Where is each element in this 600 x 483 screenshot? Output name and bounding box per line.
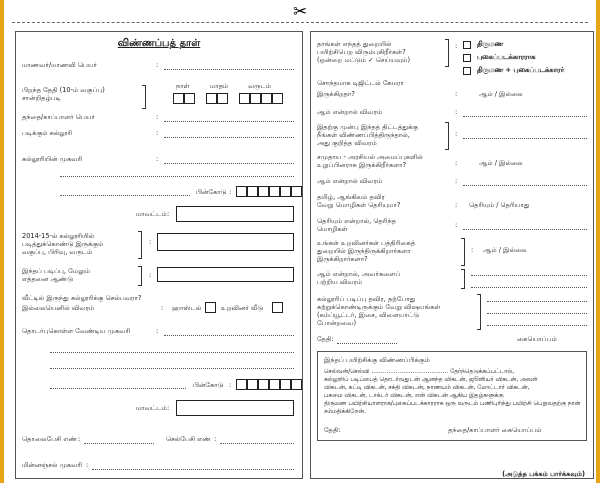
year-label: வருடம் — [248, 82, 271, 90]
cut-line — [12, 22, 588, 23]
enroll-field[interactable] — [157, 233, 294, 251]
month-box-2[interactable] — [217, 93, 228, 104]
relatives-detail-field-1[interactable] — [471, 275, 587, 276]
pincode2-box-3[interactable] — [258, 379, 269, 390]
application-page — [4, 0, 596, 483]
extra-skills-2: கற்றுக்கொண்டிருக்கும் வேறு விஷயங்கள் — [317, 303, 441, 311]
day-box-2[interactable] — [184, 93, 195, 104]
camera-question-1: சொந்தமாக டிஜிட்டல் கேமரா — [317, 79, 404, 87]
prev-apply-3: அது குறித்த விவரம் — [317, 139, 377, 147]
college-address-label: கல்லூரியின் முகவரி — [22, 155, 83, 163]
relatives-question-1: உங்கள் உறவினர்கள் பத்திரிகைத் — [317, 239, 416, 247]
college-address-field-2[interactable] — [60, 176, 294, 177]
pincode-box-4[interactable] — [269, 186, 280, 197]
field-question-1: தாங்கள் எந்தத் துறையில் — [317, 40, 392, 48]
option-both-checkbox[interactable] — [463, 67, 471, 75]
pincode-box-2[interactable] — [247, 186, 258, 197]
next-page-note: (அடுத்த பக்கம் பார்க்கவும்) — [502, 470, 585, 478]
pincode-label: பின்கோடு — [196, 188, 227, 196]
lang-list-2: மொழிகள் — [317, 225, 348, 233]
extra-skills-field-2[interactable] — [487, 313, 587, 314]
relatives-yes-no[interactable]: ஆம் / இல்லை — [483, 246, 527, 254]
lang-question-1: தமிழ், ஆங்கிலம் தவிர — [317, 193, 385, 201]
cell-label: செல்பேசி எண் — [166, 435, 211, 443]
social-detail-field[interactable] — [463, 185, 587, 186]
social-question-2: உறுப்பினராக இருக்கிறீர்களா? — [317, 161, 407, 169]
year-box-4[interactable] — [272, 93, 283, 104]
pincode2-box-5[interactable] — [280, 379, 291, 390]
declaration-signature-label: தந்தை/காப்பாளர் கையொப்பம் — [448, 426, 542, 434]
commute-label-2: இல்லையெனில் விவரம் — [22, 304, 95, 312]
pincode2-box-1[interactable] — [236, 379, 247, 390]
prev-apply-2: நீங்கள் விண்ணப்பித்திருந்தால், — [317, 131, 410, 139]
father-name-label: தந்தை/காப்பாளர் பெயர் — [22, 113, 95, 121]
contact-address-field-2[interactable] — [50, 352, 294, 353]
pincode-box-1[interactable] — [236, 186, 247, 197]
day-label: நாள் — [176, 82, 190, 90]
email-field[interactable] — [92, 469, 294, 470]
form-title: விண்ணப்பத் தாள் — [117, 38, 201, 49]
relative-checkbox[interactable] — [272, 302, 283, 313]
study-years-field[interactable] — [157, 267, 294, 282]
declaration-line-4: பசுமை விகடன், டாக்டர் விகடன், என் விகடன் ஆகிய இதழ்களுக்கு — [324, 393, 504, 399]
scissors-icon: ✂ — [293, 2, 308, 22]
pincode2-box-4[interactable] — [269, 379, 280, 390]
social-question-1: சமுதாய - அரசியல் அமைப்புகளில் — [317, 153, 423, 161]
declaration-line-2: கல்லூரிப் படிப்பைத் தொடர்வதுடன் ஆனந்த விகடன், ஜூனியர் விகடன், அவள் — [324, 377, 538, 383]
camera-yes-no[interactable]: ஆம் / இல்லை — [479, 90, 523, 98]
college-label: படிக்கும் கல்லூரி — [22, 129, 73, 137]
enroll-label-3: வகுப்பு, பிரிவு, வருடம் — [22, 248, 93, 256]
declaration-line-1: செல்வன்/செல்வி ......................................... தேர்ந்தெடுக்கப்பட்டால், — [324, 369, 515, 375]
phone-label: தொலைபேசி எண் — [22, 435, 77, 443]
social-yes-no[interactable]: ஆம் / இல்லை — [479, 159, 523, 167]
enroll-label-1: 2014-15-ல் கல்லூரியில் — [22, 232, 95, 240]
college-address-field-3[interactable] — [60, 195, 190, 196]
left-panel: விண்ணப்பத் தாள் மாணவர்/மாணவி பெயர் : பிறந்த தேதி (10-ம் வகுப்பு) சான்றிதழ்படி நாள் மாதம் வருடம் தந்தை/காப்பாளர் பெயர் : படிக்கும் கல்லூரி : கல்லூரியின் முகவரி : பின்கோடு : மாவட்டம் : 2014-15-ல் கல்லூரியில் படித்துக்கொண்டு இருக்கும் வகுப்பு, பிரிவு, வருடம் : இந்தப் படிப்பு, மேலும் எத்தனை ஆண்டு : வீட்டில் இருந்து கல்லூரிக்கு செல்பவரா? இல்லையெனில் விவரம் : ஹாஸ்டல் உறவினர் வீடு தொடர்புகொள்ள வேண்டிய முகவரி : பின்கோடு : மாவட்டம் : தொலைபேசி எண் : செல்பேசி எண் : மின்னஞ்சல் முகவரி : — [15, 31, 303, 479]
contact-address-field-3[interactable] — [50, 368, 294, 369]
right-panel: தாங்கள் எந்தத் துறையில் பயிற்சிபெற விரும்புகிறீர்கள்? (ஒன்றை மட்டும் ✓ செய்யவும்) : திருமண புகைப்படக்காரராக திருமண + புகைப்படக்காரர் சொந்தமாக டிஜிட்டல் கேமரா இருக்கிறதா? : ஆம் / இல்லை ஆம் என்றால் விவரம் : இதற்கு முன்பு இந்தத் திட்டத்துக்கு நீங்கள் விண்ணப்பித்திருந்தால், அது குறித்த விவரம் : சமுதாய - அரசியல் அமைப்புகளில் உறுப்பினராக இருக்கிறீர்களா? : ஆம் / இல்லை ஆம் என்றால் விவரம் : தமிழ், ஆங்கிலம் தவிர வேறு மொழிகள் தெரியுமா? : தெரியும் / தெரியாது தெரியும் என்றால், தெரிந்த மொழிகள் : உங்கள் உறவினர்கள் பத்திரிகைத் துறையில் இருந்திருக்கிறார்களா இருக்கிறார்களா? : ஆம் / இல்லை ஆம் என்றால், அவர்களைப் பற்றிய விவரம் கல்லூரிப் படிப்பு தவிர, தற்போது கற்றுக்கொண்டிருக்கும் வேறு விஷயங்கள் (கம்ப்யூட்டர், இசை, விளையாட்டு போன்றவை) தேதி: கையொப்பம் இந்தப் பயிற்சிக்கு விண்ணப்பிக்கும் செல்வன்/செல்வி ......................................... தேர்ந்தெடுக்கப்பட்டால், கல்லூரிப் படிப்பைத் தொடர்வதுடன் ஆனந்த விகடன், ஜூனியர் விகடன், அவள் விகடன், சுட்டி விகடன், சக்தி விகடன், நாணயம் விகடன், மோட்டார் விகடன், பசுமை விகடன், டாக்டர் விகடன், என் விகடன் ஆகிய இதழ்களுக்கு திருமண பயிற்சியாளராக/புகைப்படக்காரராக ஒரு வருடம் பணிபுரிந்து பயிற்சி பெறுவதற்கு நான் சம்மதிக்கிறேன். தேதி: தந்தை/காப்பாளர் கையொப்பம் (அடுத்த பக்கம் பார்க்கவும்) — [310, 31, 594, 479]
cell-field[interactable] — [220, 443, 294, 444]
option-wedding-checkbox[interactable] — [463, 41, 471, 49]
declaration-line-3: விகடன், சுட்டி விகடன், சக்தி விகடன், நாணயம் விகடன், மோட்டார் விகடன், — [324, 385, 530, 391]
signature-label: கையொப்பம் — [517, 335, 557, 343]
district2-label: மாவட்டம் — [136, 404, 167, 412]
contact-address-field-1[interactable] — [164, 335, 294, 336]
relatives-question-2: துறையில் இருந்திருக்கிறார்களா — [317, 247, 411, 255]
relatives-question-3: இருக்கிறார்களா? — [317, 255, 368, 263]
declaration-title: இந்தப் பயிற்சிக்கு விண்ணப்பிக்கும் — [324, 356, 430, 364]
extra-skills-1: கல்லூரிப் படிப்பு தவிர, தற்போது — [317, 295, 416, 303]
camera-detail-label: ஆம் என்றால் விவரம் — [317, 108, 383, 116]
father-name-field[interactable] — [164, 121, 294, 122]
year-box-1[interactable] — [239, 93, 250, 104]
pincode2-box-6[interactable] — [291, 379, 302, 390]
relatives-detail-2: பற்றிய விவரம் — [317, 278, 363, 286]
commute-label-1: வீட்டில் இருந்து கல்லூரிக்கு செல்பவரா? — [22, 294, 142, 302]
study-label-2: எத்தனை ஆண்டு — [22, 275, 74, 283]
day-box-1[interactable] — [173, 93, 184, 104]
dob-label-2: சான்றிதழ்படி — [22, 94, 61, 102]
prev-apply-field[interactable] — [463, 138, 587, 139]
hostel-checkbox[interactable] — [205, 302, 216, 313]
college-address-field-1[interactable] — [164, 163, 294, 164]
pincode-box-5[interactable] — [280, 186, 291, 197]
field-question-2: பயிற்சிபெற விரும்புகிறீர்கள்? — [317, 48, 406, 56]
option-wedding-label: திருமண — [477, 40, 503, 48]
field-question-3: (ஒன்றை மட்டும் ✓ செய்யவும்) — [317, 56, 411, 64]
option-photographer-checkbox[interactable] — [463, 54, 471, 62]
pincode2-box-2[interactable] — [247, 379, 258, 390]
year-box-2[interactable] — [250, 93, 261, 104]
enroll-label-2: படித்துக்கொண்டு இருக்கும் — [22, 240, 104, 248]
relatives-detail-1: ஆம் என்றால், அவர்களைப் — [317, 270, 401, 278]
year-box-3[interactable] — [261, 93, 272, 104]
month-label: மாதம் — [210, 82, 229, 90]
month-box-1[interactable] — [206, 93, 217, 104]
extra-skills-4: போன்றவை) — [317, 319, 357, 327]
pincode2-label: பின்கோடு — [193, 381, 224, 389]
pincode-box-6[interactable] — [291, 186, 302, 197]
contact-address-label: தொடர்புகொள்ள வேண்டிய முகவரி — [22, 327, 131, 335]
lang-list-1: தெரியும் என்றால், தெரிந்த — [317, 217, 397, 225]
option-photographer-label: புகைப்படக்காரராக — [477, 53, 536, 61]
student-name-label: மாணவர்/மாணவி பெயர் — [22, 61, 97, 69]
hostel-label: ஹாஸ்டல் — [172, 304, 202, 312]
district-label: மாவட்டம் — [136, 210, 167, 218]
extra-skills-3: (கம்ப்யூட்டர், இசை, விளையாட்டு — [317, 311, 420, 319]
phone-field[interactable] — [84, 443, 154, 444]
contact-address-field-4[interactable] — [50, 388, 186, 389]
declaration-box — [317, 351, 587, 441]
dob-label-1: பிறந்த தேதி (10-ம் வகுப்பு) — [22, 86, 105, 94]
declaration-date-label: தேதி: — [324, 426, 341, 434]
email-label: மின்னஞ்சல் முகவரி — [22, 461, 83, 469]
social-detail-label: ஆம் என்றால் விவரம் — [317, 177, 383, 185]
relatives-detail-field-2[interactable] — [471, 287, 587, 288]
prev-apply-1: இதற்கு முன்பு இந்தத் திட்டத்துக்கு — [317, 123, 419, 131]
date-field[interactable] — [337, 343, 397, 344]
extra-skills-field-3[interactable] — [487, 325, 587, 326]
lang-knows[interactable]: தெரியும் / தெரியாது — [469, 201, 530, 209]
camera-question-2: இருக்கிறதா? — [317, 90, 355, 98]
relative-label: உறவினர் வீடு — [221, 304, 264, 312]
college-field[interactable] — [164, 137, 294, 138]
lang-question-2: வேறு மொழிகள் தெரியுமா? — [317, 201, 401, 209]
student-name-field[interactable] — [164, 69, 294, 70]
option-both-label: திருமண + புகைப்படக்காரர் — [477, 66, 565, 74]
date-label: தேதி: — [317, 335, 334, 343]
extra-skills-field-1[interactable] — [487, 301, 587, 302]
district2-field[interactable] — [176, 400, 294, 416]
camera-detail-field[interactable] — [463, 116, 587, 117]
declaration-line-5: திருமண பயிற்சியாளராக/புகைப்படக்காரராக ஒரு வருடம் பணிபுரிந்து பயிற்சி பெறுவதற்கு நான் சம்மதிக்கிறேன். — [324, 401, 581, 415]
district-field[interactable] — [176, 206, 294, 222]
pincode-box-3[interactable] — [258, 186, 269, 197]
study-label-1: இந்தப் படிப்பு, மேலும் — [22, 267, 91, 275]
lang-list-field[interactable] — [463, 229, 587, 230]
